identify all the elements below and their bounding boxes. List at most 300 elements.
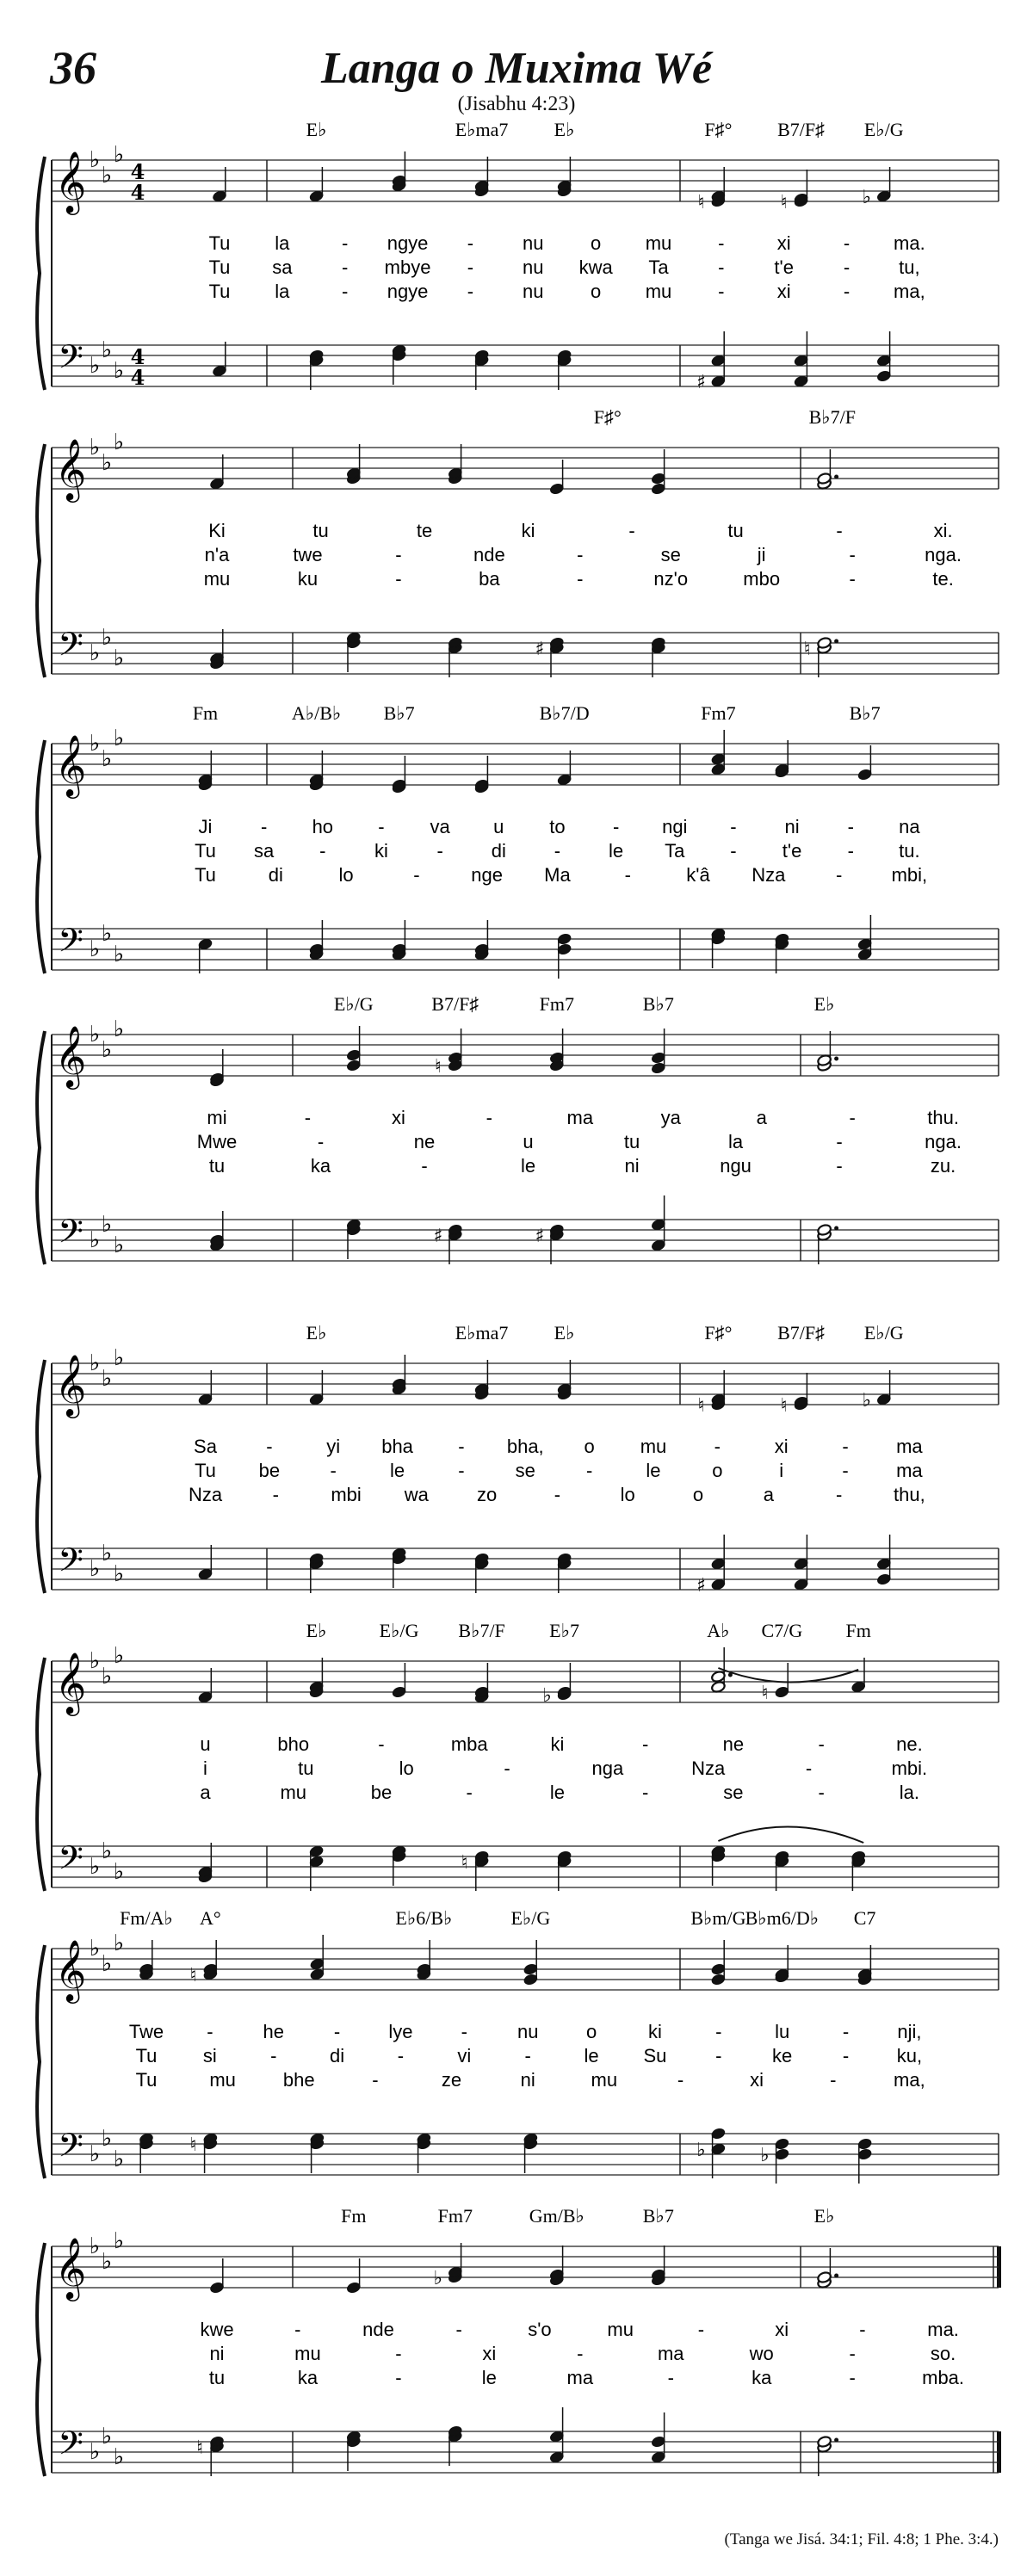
lyric-syllable: mu — [645, 232, 672, 254]
key-flat-icon: ♭ — [89, 1648, 101, 1674]
lyric-hyphen: - — [642, 1733, 649, 1755]
lyric-syllable: Nza — [188, 1484, 223, 1505]
lyric-syllable: xi — [391, 1107, 405, 1128]
note — [711, 1647, 733, 1693]
lyric-syllable: bho — [277, 1733, 310, 1755]
lyric-syllable: te. — [932, 568, 954, 590]
sharp-accidental-icon: ♯ — [535, 1226, 545, 1247]
key-flat-icon: ♭ — [89, 731, 101, 757]
lyric-syllable: Ta — [665, 840, 685, 862]
lyric-syllable: ku, — [896, 2045, 923, 2066]
key-flat-icon: ♭ — [89, 353, 101, 379]
lyric-syllable: Mwe — [196, 1131, 238, 1152]
note — [392, 1845, 407, 1886]
lyric-syllable: ni — [624, 1155, 640, 1177]
lyric-syllable: le — [481, 2367, 497, 2388]
chord-symbol: C7/G — [761, 1620, 803, 1641]
note — [139, 1940, 154, 1980]
note — [448, 2243, 463, 2283]
lyric-syllable: xi — [750, 2069, 764, 2091]
lyric-syllable: ma — [566, 2367, 594, 2388]
chord-symbol: E♭/G — [510, 1907, 551, 1929]
treble-staff — [52, 744, 999, 785]
lyric-syllable: ni — [520, 2069, 535, 2091]
lyric-hyphen: - — [718, 256, 725, 278]
note — [392, 1355, 407, 1395]
lyric-hyphen: - — [849, 2367, 856, 2388]
lyric-syllable: lu — [775, 2021, 790, 2042]
key-flat-icon: ♭ — [101, 746, 113, 772]
lyric-syllable: zu. — [930, 1155, 956, 1177]
lyric-syllable: ma. — [894, 232, 925, 254]
key-flat-icon: ♭ — [89, 1936, 101, 1961]
key-flat-icon: ♭ — [101, 163, 113, 188]
note — [549, 637, 565, 677]
lyric-syllable: u — [523, 1131, 534, 1152]
lyric-syllable: Nza — [752, 864, 786, 886]
key-flat-icon: ♭ — [113, 1643, 125, 1669]
lyric-syllable: i — [203, 1757, 207, 1779]
lyric-syllable: wo — [749, 2343, 774, 2364]
lyric-syllable: u — [493, 816, 504, 837]
lyric-hyphen: - — [294, 2319, 301, 2340]
chord-symbol: B♭7/D — [539, 702, 590, 724]
lyric-syllable: ke — [772, 2045, 793, 2066]
note — [557, 933, 572, 979]
lyric-syllable: zo — [477, 1484, 498, 1505]
lyric-syllable: ki — [374, 840, 388, 862]
lyric-syllable: ne. — [896, 1733, 923, 1755]
lyric-syllable: Tu — [135, 2045, 158, 2066]
lyric-hyphen: - — [836, 1155, 843, 1177]
key-flat-icon: ♭ — [113, 646, 125, 671]
lyric-syllable: di — [491, 840, 506, 862]
system-brace — [37, 157, 45, 390]
lyric-hyphen: - — [847, 840, 854, 862]
lyric-hyphen: - — [849, 2343, 856, 2364]
chord-symbol: A° — [200, 1907, 221, 1929]
lyric-syllable: be — [258, 1460, 281, 1481]
natural-accidental-icon: ♮ — [461, 1852, 468, 1874]
chord-symbol: B7/F♯ — [777, 1322, 826, 1344]
lyric-syllable: se — [723, 1782, 744, 1803]
lyric-syllable: kwa — [578, 256, 613, 278]
chord-symbol: F♯° — [704, 119, 733, 140]
lyric-syllable: ki — [647, 2021, 662, 2042]
lyric-syllable: la — [275, 232, 290, 254]
lyric-syllable: ngu — [720, 1155, 752, 1177]
note — [711, 1845, 727, 1886]
note — [557, 349, 572, 390]
chord-symbol: E♭ — [813, 2205, 835, 2227]
key-flat-icon: ♭ — [89, 435, 101, 460]
lyric-syllable: so. — [930, 2343, 956, 2364]
note — [711, 928, 727, 968]
lyric-syllable: thu, — [894, 1484, 925, 1505]
key-flat-icon: ♭ — [89, 1556, 101, 1582]
note — [851, 1850, 866, 1891]
lyric-syllable: mba — [450, 1733, 488, 1755]
lyric-syllable: ku — [297, 568, 319, 590]
lyric-hyphen: - — [836, 1131, 843, 1152]
note — [523, 2133, 539, 2173]
lyric-hyphen: - — [330, 1460, 337, 1481]
note — [448, 2425, 463, 2466]
note — [651, 637, 666, 677]
note — [203, 1940, 219, 1980]
lyric-hyphen: - — [458, 1460, 465, 1481]
lyric-syllable: tu — [208, 2367, 226, 2388]
treble-staff — [52, 160, 999, 201]
note — [417, 2133, 432, 2173]
key-flat-icon: ♭ — [113, 2147, 125, 2172]
note — [209, 2258, 225, 2294]
lyric-syllable: tu — [298, 1757, 314, 1779]
lyric-syllable: ma, — [894, 281, 925, 302]
bass-clef-icon: 𝄢 — [58, 921, 84, 967]
lyric-syllable: o — [591, 281, 602, 302]
lyric-syllable: vi — [457, 2045, 472, 2066]
lyric-hyphen: - — [842, 2021, 850, 2042]
lyric-syllable: twe — [293, 544, 323, 565]
note — [474, 1360, 490, 1400]
lyric-syllable: le — [520, 1155, 536, 1177]
lyric-hyphen: - — [843, 232, 851, 254]
note — [198, 1370, 213, 1405]
note — [346, 632, 362, 672]
note — [309, 1553, 325, 1593]
lyric-syllable: ngye — [387, 232, 429, 254]
lyric-hyphen: - — [842, 2045, 850, 2066]
lyric-syllable: mu — [280, 1782, 307, 1803]
key-flat-icon: ♭ — [113, 2228, 125, 2254]
lyric-hyphen: - — [714, 1436, 721, 1457]
lyric-hyphen: - — [730, 840, 737, 862]
lyric-hyphen: - — [272, 1484, 279, 1505]
note — [817, 449, 838, 490]
key-flat-icon: ♭ — [89, 1227, 101, 1253]
bass-clef-icon: 𝄢 — [58, 2126, 84, 2172]
lyric-syllable: ma — [896, 1460, 923, 1481]
lyric-syllable: thu. — [927, 1107, 959, 1128]
treble-clef-icon: 𝄞 — [54, 150, 87, 213]
note — [392, 344, 407, 385]
lyric-hyphen: - — [847, 816, 854, 837]
lyric-syllable: a — [763, 1484, 774, 1505]
lyric-hyphen: - — [577, 568, 584, 590]
note — [557, 1850, 572, 1891]
lyric-hyphen: - — [554, 1484, 561, 1505]
lyric-syllable: k'â — [686, 864, 710, 886]
lyric-hyphen: - — [317, 1131, 325, 1152]
lyric-hyphen: - — [467, 281, 474, 302]
lyric-syllable: mbi. — [891, 1757, 928, 1779]
key-flat-icon: ♭ — [113, 1016, 125, 1042]
note — [309, 167, 325, 202]
lyric-hyphen: - — [842, 1460, 849, 1481]
note — [309, 1845, 325, 1891]
note — [794, 331, 809, 387]
treble-staff — [52, 448, 999, 489]
note — [309, 349, 325, 390]
lyric-hyphen: - — [342, 256, 349, 278]
lyric-hyphen: - — [577, 2343, 584, 2364]
note — [851, 1658, 866, 1693]
chord-symbol: E♭ — [813, 993, 835, 1015]
lyric-hyphen: - — [421, 1155, 428, 1177]
chord-symbol: E♭ — [306, 1620, 327, 1641]
note — [309, 920, 325, 961]
lyric-hyphen: - — [585, 1460, 593, 1481]
lyric-hyphen: - — [395, 544, 402, 565]
lyric-syllable: xi — [774, 1436, 789, 1457]
lyric-syllable: la — [728, 1131, 744, 1152]
lyric-syllable: la — [275, 281, 290, 302]
lyric-syllable: nu — [523, 281, 544, 302]
bass-clef-icon: 𝄢 — [58, 1838, 84, 1885]
note — [209, 454, 225, 490]
chord-symbol: F♯° — [704, 1322, 733, 1344]
note — [392, 920, 407, 961]
lyric-syllable: mbi — [331, 1484, 362, 1505]
lyric-syllable: le — [549, 1782, 566, 1803]
key-flat-icon: ♭ — [113, 942, 125, 967]
lyric-syllable: Ta — [648, 256, 669, 278]
sharp-accidental-icon: ♯ — [696, 372, 706, 393]
chord-symbol: E♭ — [554, 1322, 575, 1344]
chord-symbol: E♭6/B♭ — [395, 1907, 453, 1929]
chord-symbol: E♭/G — [333, 993, 374, 1015]
note — [794, 1535, 809, 1591]
chord-symbol: E♭ma7 — [455, 1322, 509, 1344]
note — [857, 745, 873, 781]
chord-symbol: Fm7 — [437, 2205, 473, 2227]
lyric-syllable: Tu — [195, 840, 216, 862]
lyric-syllable: Nza — [691, 1757, 726, 1779]
natural-accidental-icon: ♮ — [780, 192, 788, 213]
lyric-syllable: xi — [775, 2319, 789, 2340]
lyric-syllable: be — [370, 1782, 393, 1803]
note — [711, 2128, 727, 2178]
lyric-syllable: ma — [566, 1107, 594, 1128]
lyric-hyphen: - — [835, 1484, 843, 1505]
lyric-syllable: n'a — [204, 544, 230, 565]
lyric-hyphen: - — [486, 1107, 493, 1128]
chord-symbol: B♭7/F — [458, 1620, 505, 1641]
note — [198, 1545, 213, 1580]
note — [857, 915, 873, 961]
note — [857, 1945, 873, 1986]
lyric-syllable: ni — [209, 2343, 225, 2364]
natural-accidental-icon: ♮ — [189, 2134, 197, 2156]
key-flat-icon: ♭ — [101, 625, 113, 651]
chord-symbol: B7/F♯ — [777, 119, 826, 140]
lyric-syllable: mu — [591, 2069, 618, 2091]
note — [651, 1029, 666, 1074]
lyric-hyphen: - — [397, 2045, 405, 2066]
natural-accidental-icon: ♮ — [780, 1395, 788, 1417]
treble-clef-icon: 𝄞 — [54, 1651, 87, 1714]
lyric-syllable: lo — [399, 1757, 414, 1779]
lyric-hyphen: - — [715, 2045, 722, 2066]
note — [549, 2407, 565, 2463]
slur — [718, 1826, 863, 1843]
chord-symbol: E♭ — [306, 1322, 327, 1344]
lyric-hyphen: - — [642, 1782, 649, 1803]
key-flat-icon: ♭ — [89, 147, 101, 173]
key-flat-icon: ♭ — [89, 936, 101, 962]
note — [474, 1663, 490, 1703]
note — [209, 629, 225, 670]
key-flat-icon: ♭ — [89, 640, 101, 666]
lyric-hyphen: - — [628, 520, 635, 541]
sharp-accidental-icon: ♯ — [535, 639, 545, 660]
chord-symbol: Fm7 — [539, 993, 574, 1015]
lyric-hyphen: - — [342, 281, 349, 302]
lyric-syllable: Ki — [208, 520, 226, 541]
lyric-hyphen: - — [697, 2319, 705, 2340]
lyric-syllable: xi. — [933, 520, 953, 541]
lyric-hyphen: - — [524, 2045, 531, 2066]
lyric-syllable: nga. — [925, 1131, 962, 1152]
lyric-hyphen: - — [458, 1436, 465, 1457]
lyric-hyphen: - — [718, 281, 725, 302]
lyric-hyphen: - — [504, 1757, 510, 1779]
flat-accidental-icon: ♭ — [542, 1685, 552, 1707]
bass-staff — [52, 633, 999, 674]
natural-accidental-icon: ♮ — [761, 1683, 769, 1704]
lyric-syllable: a — [756, 1107, 767, 1128]
chord-symbol: Fm7 — [701, 702, 736, 724]
note — [711, 1535, 727, 1591]
chord-symbol: B♭7 — [849, 702, 881, 724]
treble-staff — [52, 2246, 999, 2288]
lyric-syllable: nge — [471, 864, 504, 886]
chord-symbol: E♭/G — [379, 1620, 419, 1641]
lyric-syllable: ne — [722, 1733, 745, 1755]
lyric-syllable: mi — [207, 1107, 227, 1128]
note — [775, 1850, 790, 1891]
lyric-syllable: to — [549, 816, 566, 837]
bass-clef-icon: 𝄢 — [58, 337, 84, 384]
lyric-syllable: mu — [203, 568, 231, 590]
note — [474, 349, 490, 390]
key-flat-icon: ♭ — [113, 358, 125, 384]
lyric-syllable: ji — [757, 544, 766, 565]
lyric-syllable: i — [779, 1460, 784, 1481]
key-flat-icon: ♭ — [101, 1212, 113, 1238]
lyric-syllable: kwe — [200, 2319, 234, 2340]
chord-symbol: Gm/B♭ — [529, 2205, 585, 2227]
note — [557, 157, 572, 197]
chord-symbol: E♭/G — [863, 1322, 904, 1344]
lyric-syllable: tu. — [899, 840, 920, 862]
note — [309, 751, 325, 791]
lyric-syllable: nde — [362, 2319, 394, 2340]
lyric-hyphen: - — [378, 1733, 385, 1755]
sharp-accidental-icon: ♯ — [433, 1226, 443, 1247]
lyric-syllable: Tu — [195, 1460, 216, 1481]
lyric-syllable: Tu — [208, 281, 231, 302]
chord-symbol: B♭7 — [642, 2205, 674, 2227]
system-brace — [37, 2243, 45, 2476]
lyric-hyphen: - — [859, 2319, 866, 2340]
key-flat-icon: ♭ — [101, 1838, 113, 1864]
note — [310, 2133, 325, 2173]
chord-symbol: A♭ — [707, 1620, 730, 1641]
bass-staff — [52, 2431, 999, 2473]
sharp-accidental-icon: ♯ — [696, 1575, 706, 1597]
key-flat-icon: ♭ — [113, 1232, 125, 1258]
lyric-syllable: ki — [521, 520, 535, 541]
treble-clef-icon: 𝄞 — [54, 733, 87, 796]
lyric-hyphen: - — [266, 1436, 273, 1457]
note — [557, 1360, 572, 1400]
lyric-hyphen: - — [554, 840, 561, 862]
note — [557, 1553, 572, 1593]
note — [346, 1026, 362, 1072]
note — [417, 1940, 432, 1980]
note — [474, 920, 490, 961]
lyric-syllable: le — [584, 2045, 599, 2066]
bass-clef-icon: 𝄢 — [58, 1212, 84, 1258]
note — [775, 740, 790, 778]
lyric-syllable: ho — [312, 816, 334, 837]
chord-symbol: B♭7/F — [808, 406, 857, 428]
note — [523, 1940, 539, 1986]
lyric-syllable: tu, — [899, 256, 920, 278]
lyric-syllable: ya — [660, 1107, 681, 1128]
bass-staff — [52, 929, 999, 970]
lyric-hyphen: - — [843, 256, 851, 278]
lyric-hyphen: - — [372, 2069, 379, 2091]
lyric-hyphen: - — [843, 281, 851, 302]
lyric-syllable: lo — [620, 1484, 635, 1505]
note — [651, 2246, 666, 2286]
lyric-syllable: Tu — [195, 864, 216, 886]
lyric-syllable: o — [584, 1436, 595, 1457]
note — [448, 637, 463, 677]
lyric-syllable: ma — [896, 1436, 923, 1457]
lyric-syllable: mba. — [922, 2367, 965, 2388]
note — [209, 2436, 225, 2476]
lyric-syllable: Ji — [198, 816, 213, 837]
lyric-syllable: nji, — [897, 2021, 922, 2042]
key-flat-icon: ♭ — [101, 2126, 113, 2152]
chord-symbol: E♭ma7 — [455, 119, 509, 140]
lyric-syllable: bhe — [282, 2069, 315, 2091]
lyric-syllable: ne — [413, 1131, 436, 1152]
system-brace — [37, 1658, 45, 1891]
lyric-syllable: xi — [776, 281, 791, 302]
note — [474, 157, 490, 197]
note — [817, 1224, 838, 1264]
note — [346, 1219, 362, 1259]
lyric-syllable: ni — [784, 816, 800, 837]
note — [651, 2412, 666, 2463]
lyric-syllable: u — [200, 1733, 211, 1755]
lyric-syllable: ka — [752, 2367, 772, 2388]
note — [198, 751, 213, 791]
time-signature-top: 4 — [130, 159, 145, 184]
note — [794, 170, 809, 207]
lyric-syllable: di — [330, 2045, 345, 2066]
lyric-hyphen: - — [455, 2319, 462, 2340]
key-flat-icon: ♭ — [89, 1350, 101, 1376]
note — [876, 331, 892, 382]
lyric-syllable: va — [430, 816, 450, 837]
lyric-syllable: nga. — [925, 544, 962, 565]
